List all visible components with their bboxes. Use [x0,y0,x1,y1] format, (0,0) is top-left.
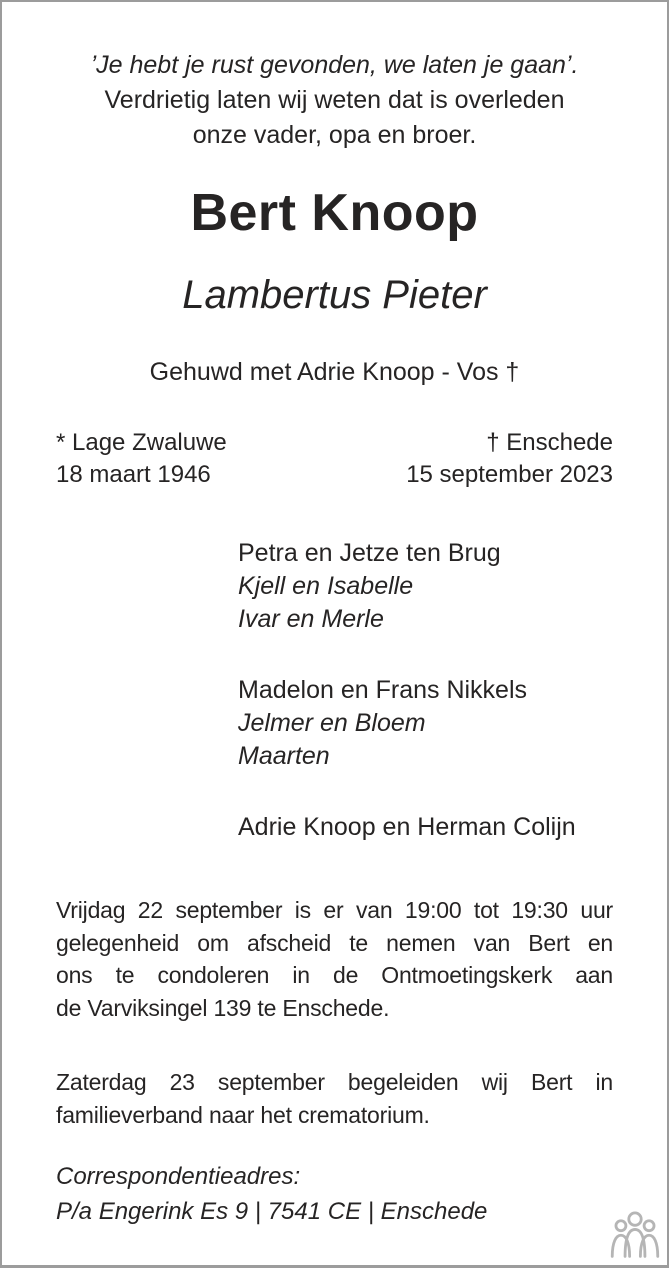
death-symbol: † [486,429,500,456]
birth-info [56,427,227,491]
family-children: Maarten [238,742,330,770]
correspondence-block [56,1159,613,1229]
marriage-line: Gehuwd met Adrie Knoop - Vos † [149,358,520,386]
family-people-icon [610,1210,660,1258]
family-group-1 [238,537,613,636]
death-info [406,427,613,491]
family-children: Ivar en Merle [238,605,384,633]
death-place-line [406,427,613,459]
deceased-given-names: Lambertus Pieter [182,273,487,317]
family-list [238,537,613,844]
correspondence-address: P/a Engerink Es 9 | 7541 CE | Enschede [56,1198,488,1225]
death-place: Enschede [506,429,613,456]
family-children: Kjell en Isabelle [238,572,414,600]
family-group-3 [238,811,613,844]
birth-date: 18 maart 1946 [56,461,211,488]
ceremony-info [56,894,613,1131]
family-people-icon-svg [610,1210,660,1258]
correspondence-label: Correspondentieadres: [56,1163,301,1190]
intro-block [56,48,613,153]
paragraph-line: familieverband naar het crematorium. [56,1101,430,1128]
cremation-paragraph [56,1066,613,1131]
death-date: 15 september 2023 [406,461,613,488]
family-parents: Adrie Knoop en Herman Colijn [238,813,576,841]
intro-line-2: Verdrietig laten wij weten dat is overleden [104,86,565,114]
family-parents: Madelon en Frans Nikkels [238,676,528,704]
intro-line-3: onze vader, opa en broer. [192,121,477,149]
intro-quote: ’Je hebt je rust gevonden, we laten je gaan’. [90,51,579,79]
birth-place: Lage Zwaluwe [72,429,227,456]
birth-symbol: * [56,429,66,456]
paragraph-line: Zaterdag 23 september begeleiden wij Bert in [56,1069,613,1095]
family-group-2 [238,674,613,773]
paragraph-line: Vrijdag 22 september is er van 19:00 tot 19:30 uur [56,897,613,923]
paragraph-line: de Varviksingel 139 te Enschede. [56,994,390,1021]
deceased-name: Bert Knoop [190,184,479,242]
family-children: Jelmer en Bloem [238,709,426,737]
birth-death-row [56,427,613,491]
family-parents: Petra en Jetze ten Brug [238,539,501,567]
paragraph-line: ons te condoleren in de Ontmoetingskerk aan [56,962,613,988]
birth-place-line [56,427,227,459]
paragraph-line: gelegenheid om afscheid te nemen van Bert en [56,929,613,956]
visitation-paragraph [56,894,613,1024]
